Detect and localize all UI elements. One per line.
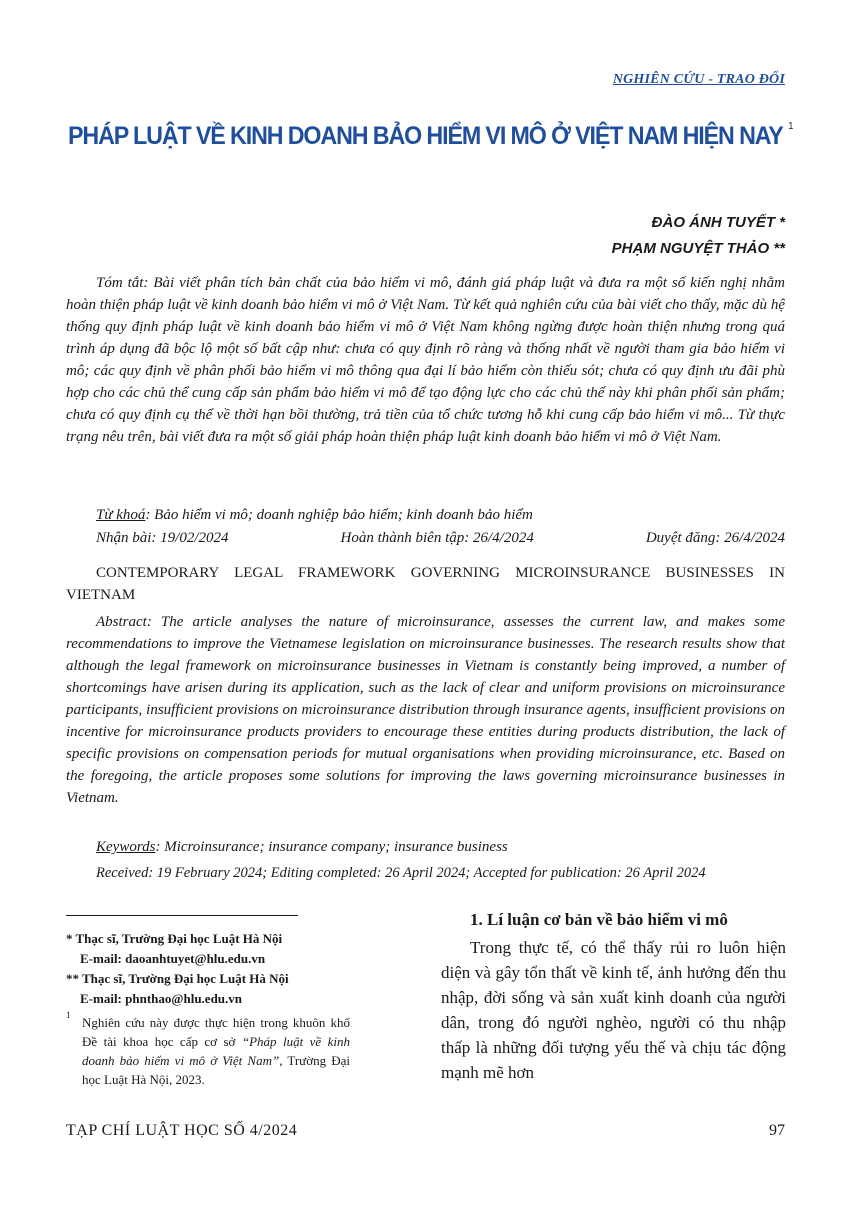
english-title: CONTEMPORARY LEGAL FRAMEWORK GOVERNING MICROINSURANCE BUSINESSES IN VIETNAM bbox=[66, 565, 785, 603]
journal-footer: TẠP CHÍ LUẬT HỌC SỐ 4/2024 bbox=[66, 1122, 298, 1139]
footnote-divider bbox=[66, 915, 298, 916]
body-paragraph: Trong thực tế, có thể thấy rủi ro luôn hiện diện và gây tổn thất về kinh tế, ảnh hưởng đến thu nhập, đời sống và sản xuất kinh doanh của người dân, trong đó người nghèo, người có thu nhập thấp là những đối tượng yếu thế và chịu tác động mạnh mẽ hơn bbox=[441, 938, 786, 1082]
section-label: NGHIÊN CỨU - TRAO ĐỔI bbox=[612, 72, 785, 87]
footnote-author-1-email[interactable] bbox=[80, 949, 365, 969]
dates-vi bbox=[96, 530, 785, 547]
author-1: ĐÀO ÁNH TUYẾT * bbox=[651, 214, 785, 231]
author-2: PHẠM NGUYỆT THẢO ** bbox=[611, 240, 785, 257]
footnote-1-number: 1 bbox=[66, 1010, 71, 1020]
abstract-en-label: Abstract: bbox=[96, 614, 152, 630]
abstract-vi-text: Bài viết phân tích bản chất của bảo hiểm vi mô, đánh giá pháp luật và đưa ra một số kiến nghị nhằm hoàn thiện pháp luật về kinh doanh bảo hiểm vi mô ở Việt Nam. Từ kết quả nghiên cứu của bài viết cho thấy, mặc dù hệ thống quy định pháp luật về kinh doanh bảo hiểm vi mô ở Việt Nam không ngừng được hoàn thiện nhưng trong quá trình áp dụng đã bộc lộ một số bất cập như: chưa có quy định rõ ràng và thống nhất về người tham gia bảo hiểm vi mô; các quy định về phân phối bảo hiểm vi mô thông qua đại lí bảo hiểm còn thiếu sót; chưa có quy định ưu đãi phù hợp cho các chủ thể cung cấp sản phẩm bảo hiểm vi mô để tạo động lực cho các chủ thể này khi phân phối sản phẩm; chưa có quy định cụ thể về thời hạn bồi thường, trả tiền của tổ chức tương hỗ khi cung cấp bảo hiểm vi mô... Từ thực trạng nêu trên, bài viết đưa ra một số giải pháp hoàn thiện pháp luật kinh doanh bảo hiểm vi mô ở Việt Nam. bbox=[66, 275, 785, 445]
page-number: 97 bbox=[769, 1122, 785, 1139]
footnote-author-1 bbox=[66, 929, 351, 949]
footnote-author-2 bbox=[66, 969, 351, 989]
keywords-en-label: Keywords bbox=[96, 839, 156, 855]
footnote-author-2-text: ** Thạc sĩ, Trường Đại học Luật Hà Nội bbox=[66, 971, 289, 986]
received-date: Nhận bài: 19/02/2024 bbox=[96, 530, 229, 546]
keywords-en-text: : Microinsurance; insurance company; insurance business bbox=[155, 839, 508, 855]
article-title-text: PHÁP LUẬT VỀ KINH DOANH BẢO HIỂM VI MÔ Ở VIỆT NAM HIỆN NAY bbox=[68, 122, 783, 150]
keywords-vi-text: : Bảo hiểm vi mô; doanh nghiệp bảo hiểm; kinh doanh bảo hiểm bbox=[145, 507, 533, 523]
abstract-vi-label: Tóm tắt: bbox=[96, 275, 149, 291]
footnote-1-a: Nghiên cứu này được thực hiện trong khuôn khổ Đề tài khoa học cấp cơ sở bbox=[82, 1015, 350, 1049]
footnote-author-2-email-text: E-mail: phnthao@hlu.edu.vn bbox=[80, 991, 243, 1006]
abstract-en-text: The article analyses the nature of microinsurance, assesses the current law, and makes some recommendations to improve the Vietnamese legislation on microinsurance businesses. The research results show that although the legal framework on microinsurance businesses in Vietnam is constantly being improved, a number of shortcomings have arisen during its application, such as the lack of clear and uniform provisions on microinsurance participants, insufficient provisions on microinsurance distribution through insurance agents, insufficient provisions on incentive for microinsurance products providers to encourage these entities during products distribution, the lack of specific provisions on compensation periods for mutual organisations when providing microinsurance, etc. Based on the foregoing, the article proposes some solutions for improving the laws governing microinsurance businesses in Vietnam. bbox=[66, 614, 785, 806]
edited-date: Hoàn thành biên tập: 26/4/2024 bbox=[340, 530, 534, 546]
title-footnote-ref[interactable]: 1 bbox=[788, 120, 793, 132]
keywords-en bbox=[96, 836, 785, 858]
section-heading-1: 1. Lí luận cơ bản về bảo hiểm vi mô bbox=[470, 910, 728, 929]
accepted-date: Duyệt đăng: 26/4/2024 bbox=[645, 530, 785, 546]
footnote-author-1-text: * Thạc sĩ, Trường Đại học Luật Hà Nội bbox=[66, 931, 283, 946]
keywords-vi-label: Từ khoá bbox=[96, 507, 146, 523]
abstract-vi bbox=[66, 272, 785, 448]
article-title bbox=[68, 120, 793, 151]
footnote-1-b: “Pháp luật về kinh doanh bảo hiểm vi mô ở Việt Nam” bbox=[82, 1034, 350, 1068]
footnote-author-1-email-text: E-mail: daoanhtuyet@hlu.edu.vn bbox=[80, 951, 266, 966]
dates-en: Received: 19 February 2024; Editing completed: 26 April 2024; Accepted for publication: 26 April 2024 bbox=[96, 865, 706, 881]
footnote-1-c: , Trường Đại học Luật Hà Nội, 2023. bbox=[82, 1053, 350, 1087]
footnote-author-2-email[interactable] bbox=[80, 989, 365, 1009]
keywords-vi bbox=[96, 504, 785, 526]
footnote-1 bbox=[82, 1013, 350, 1089]
abstract-en bbox=[66, 611, 785, 809]
